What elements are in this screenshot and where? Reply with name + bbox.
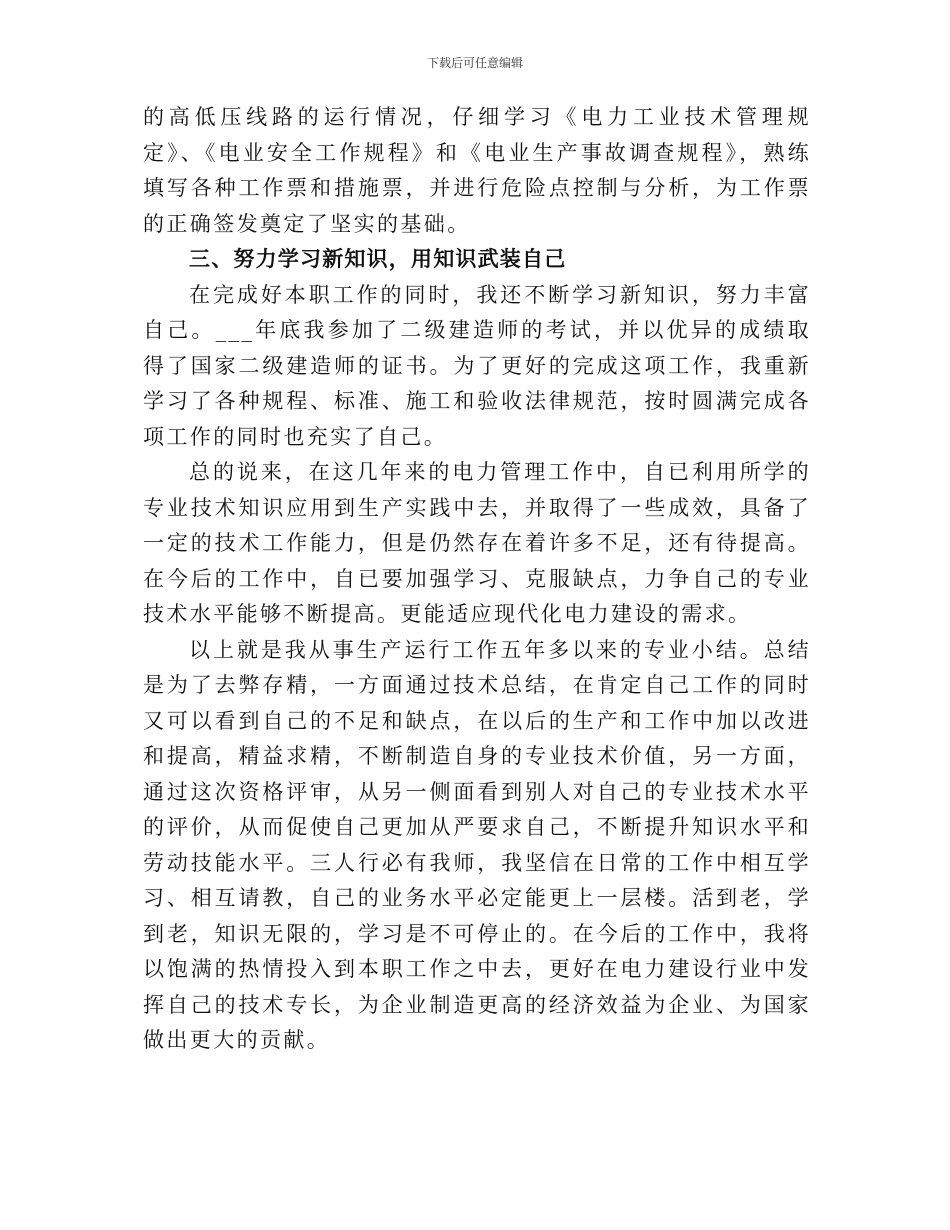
page-header: 下载后可任意编辑	[426, 56, 523, 70]
paragraph-conclusion: 以上就是我从事生产运行工作五年多以来的专业小结。总结是为了去弊存精，一方面通过技术总结，在肯定自己工作的同时又可以看到自己的不足和缺点，在以后的生产和工作中加以改进和提高，精益求精，不断制造自身的专业技术价值，另一方面，通过这次资格评审，从另一侧面看到别人对自己的专业技术水平的评价，从而促使自己更加从严要求自己，不断提升知识水平和劳动技能水平。三人行必有我师，我坚信在日常的工作中相互学习、相互请教，自己的业务水平必定能更上一层楼。活到老，学到老，知识无限的，学习是不可停止的。在今后的工作中，我将以饱满的热情投入到本职工作之中去，更好在电力建设行业中发挥自己的技术专长，为企业制造更高的经济效益为企业、为国家做出更大的贡献。	[143, 637, 811, 1052]
paragraph-summary: 总的说来，在这几年来的电力管理工作中，自已利用所学的专业技术知识应用到生产实践中去，并取得了一些成效，具备了一定的技术工作能力，但是仍然存在着许多不足，还有待提高。在今后的工作中，自已要加强学习、克服缺点，力争自己的专业技术水平能够不断提高。更能适应现代化电力建设的需求。	[143, 460, 811, 626]
document-body	[143, 100, 811, 1059]
section-heading: 三、努力学习新知识，用知识武装自己	[189, 247, 567, 271]
paragraph-new-knowledge: 在完成好本职工作的同时，我还不断学习新知识，努力丰富自己。___年底我参加了二级建造师的考试，并以优异的成绩取得了国家二级建造师的证书。为了更好的完成这项工作，我重新学习了各种规程、标准、施工和验收法律规范，按时圆满完成各项工作的同时也充实了自己。	[143, 282, 811, 449]
paragraph-continuation: 的高低压线路的运行情况，仔细学习《电力工业技术管理规定》、《电业安全工作规程》和《电业生产事故调查规程》，熟练填写各种工作票和措施票，并进行危险点控制与分析，为工作票的正确签发奠定了坚实的基础。	[143, 105, 811, 236]
